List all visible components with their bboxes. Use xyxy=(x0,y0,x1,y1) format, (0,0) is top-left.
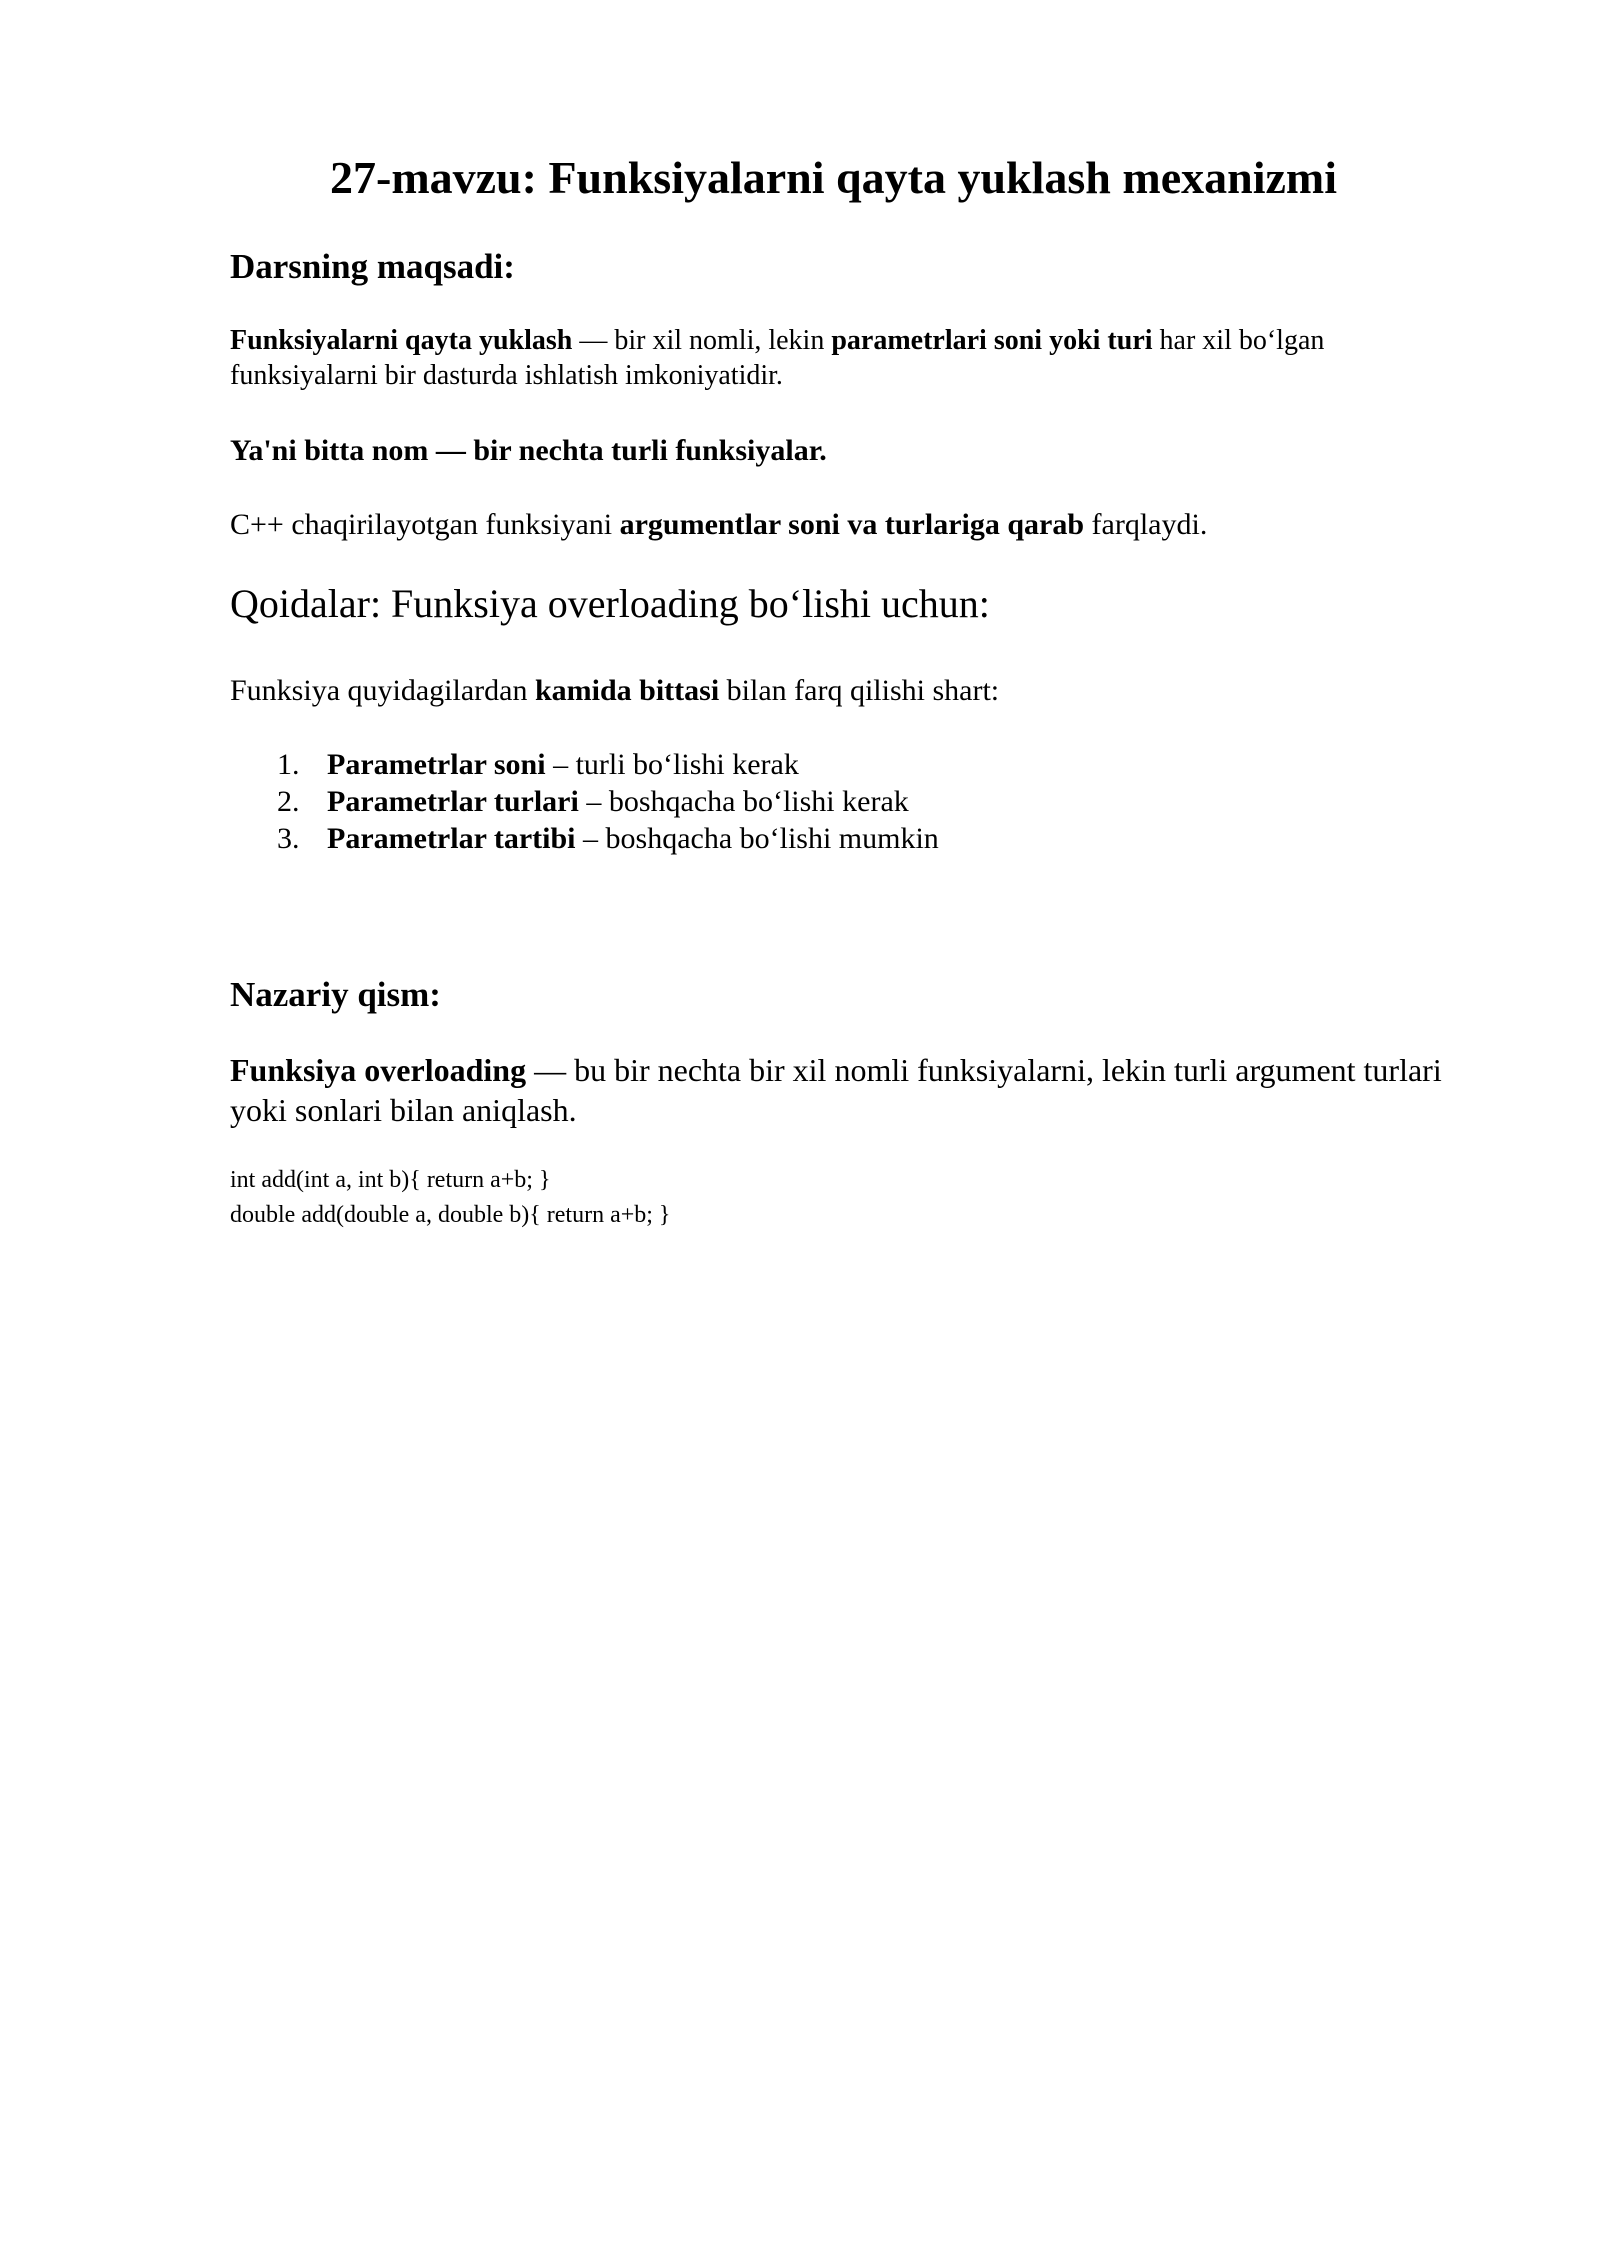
summary-paragraph: Ya'ni bitta nom — bir nechta turli funksiyalar. xyxy=(230,434,827,467)
bold-term: Funksiyalarni qayta yuklash xyxy=(230,325,573,356)
list-item: 3. Parametrlar tartibi – boshqacha bo‘lishi mumkin xyxy=(277,822,939,855)
code-line: int add(int a, int b){ return a+b; } xyxy=(230,1167,551,1193)
section-heading-rules: Qoidalar: Funksiya overloading bo‘lishi uchun: xyxy=(230,581,990,626)
code-line: double add(double a, double b){ return a+b; } xyxy=(230,1201,671,1228)
list-item: 2. Parametrlar turlari – boshqacha bo‘lishi kerak xyxy=(277,785,909,818)
definition-paragraph: Funksiyalarni qayta yuklash — bir xil nomli, lekin parametrlari soni yoki turi har xil bo‘lgan funksiyalarni bir dasturda ishlatish imkoniyatidir. xyxy=(230,325,1325,391)
section-heading-goal: Darsning maqsadi: xyxy=(230,247,515,286)
bold-term: kamida bittasi xyxy=(534,674,720,707)
list-item: 1. Parametrlar soni – turli bo‘lishi kerak xyxy=(277,748,799,781)
code-example xyxy=(230,1163,1470,1233)
bold-term: argumentlar soni va turlariga qarab xyxy=(619,508,1085,541)
rules-intro: Funksiya quyidagilardan kamida bittasi bilan farq qilishi shart: xyxy=(230,674,1000,707)
bold-term: Funksiya overloading xyxy=(230,1052,527,1088)
bold-term: parametrlari soni yoki turi xyxy=(831,325,1153,356)
theory-paragraph: Funksiya overloading — bu bir nechta bir xil nomli funksiyalarni, lekin turli argument turlari yoki sonlari bilan aniqlash. xyxy=(230,1052,1442,1128)
cpp-paragraph: C++ chaqirilayotgan funksiyani argumentlar soni va turlariga qarab farqlaydi. xyxy=(230,508,1208,541)
page-title: 27-mavzu: Funksiyalarni qayta yuklash mexanizmi xyxy=(330,152,1337,203)
section-heading-theory: Nazariy qism: xyxy=(230,975,441,1014)
rules-list xyxy=(230,746,939,857)
